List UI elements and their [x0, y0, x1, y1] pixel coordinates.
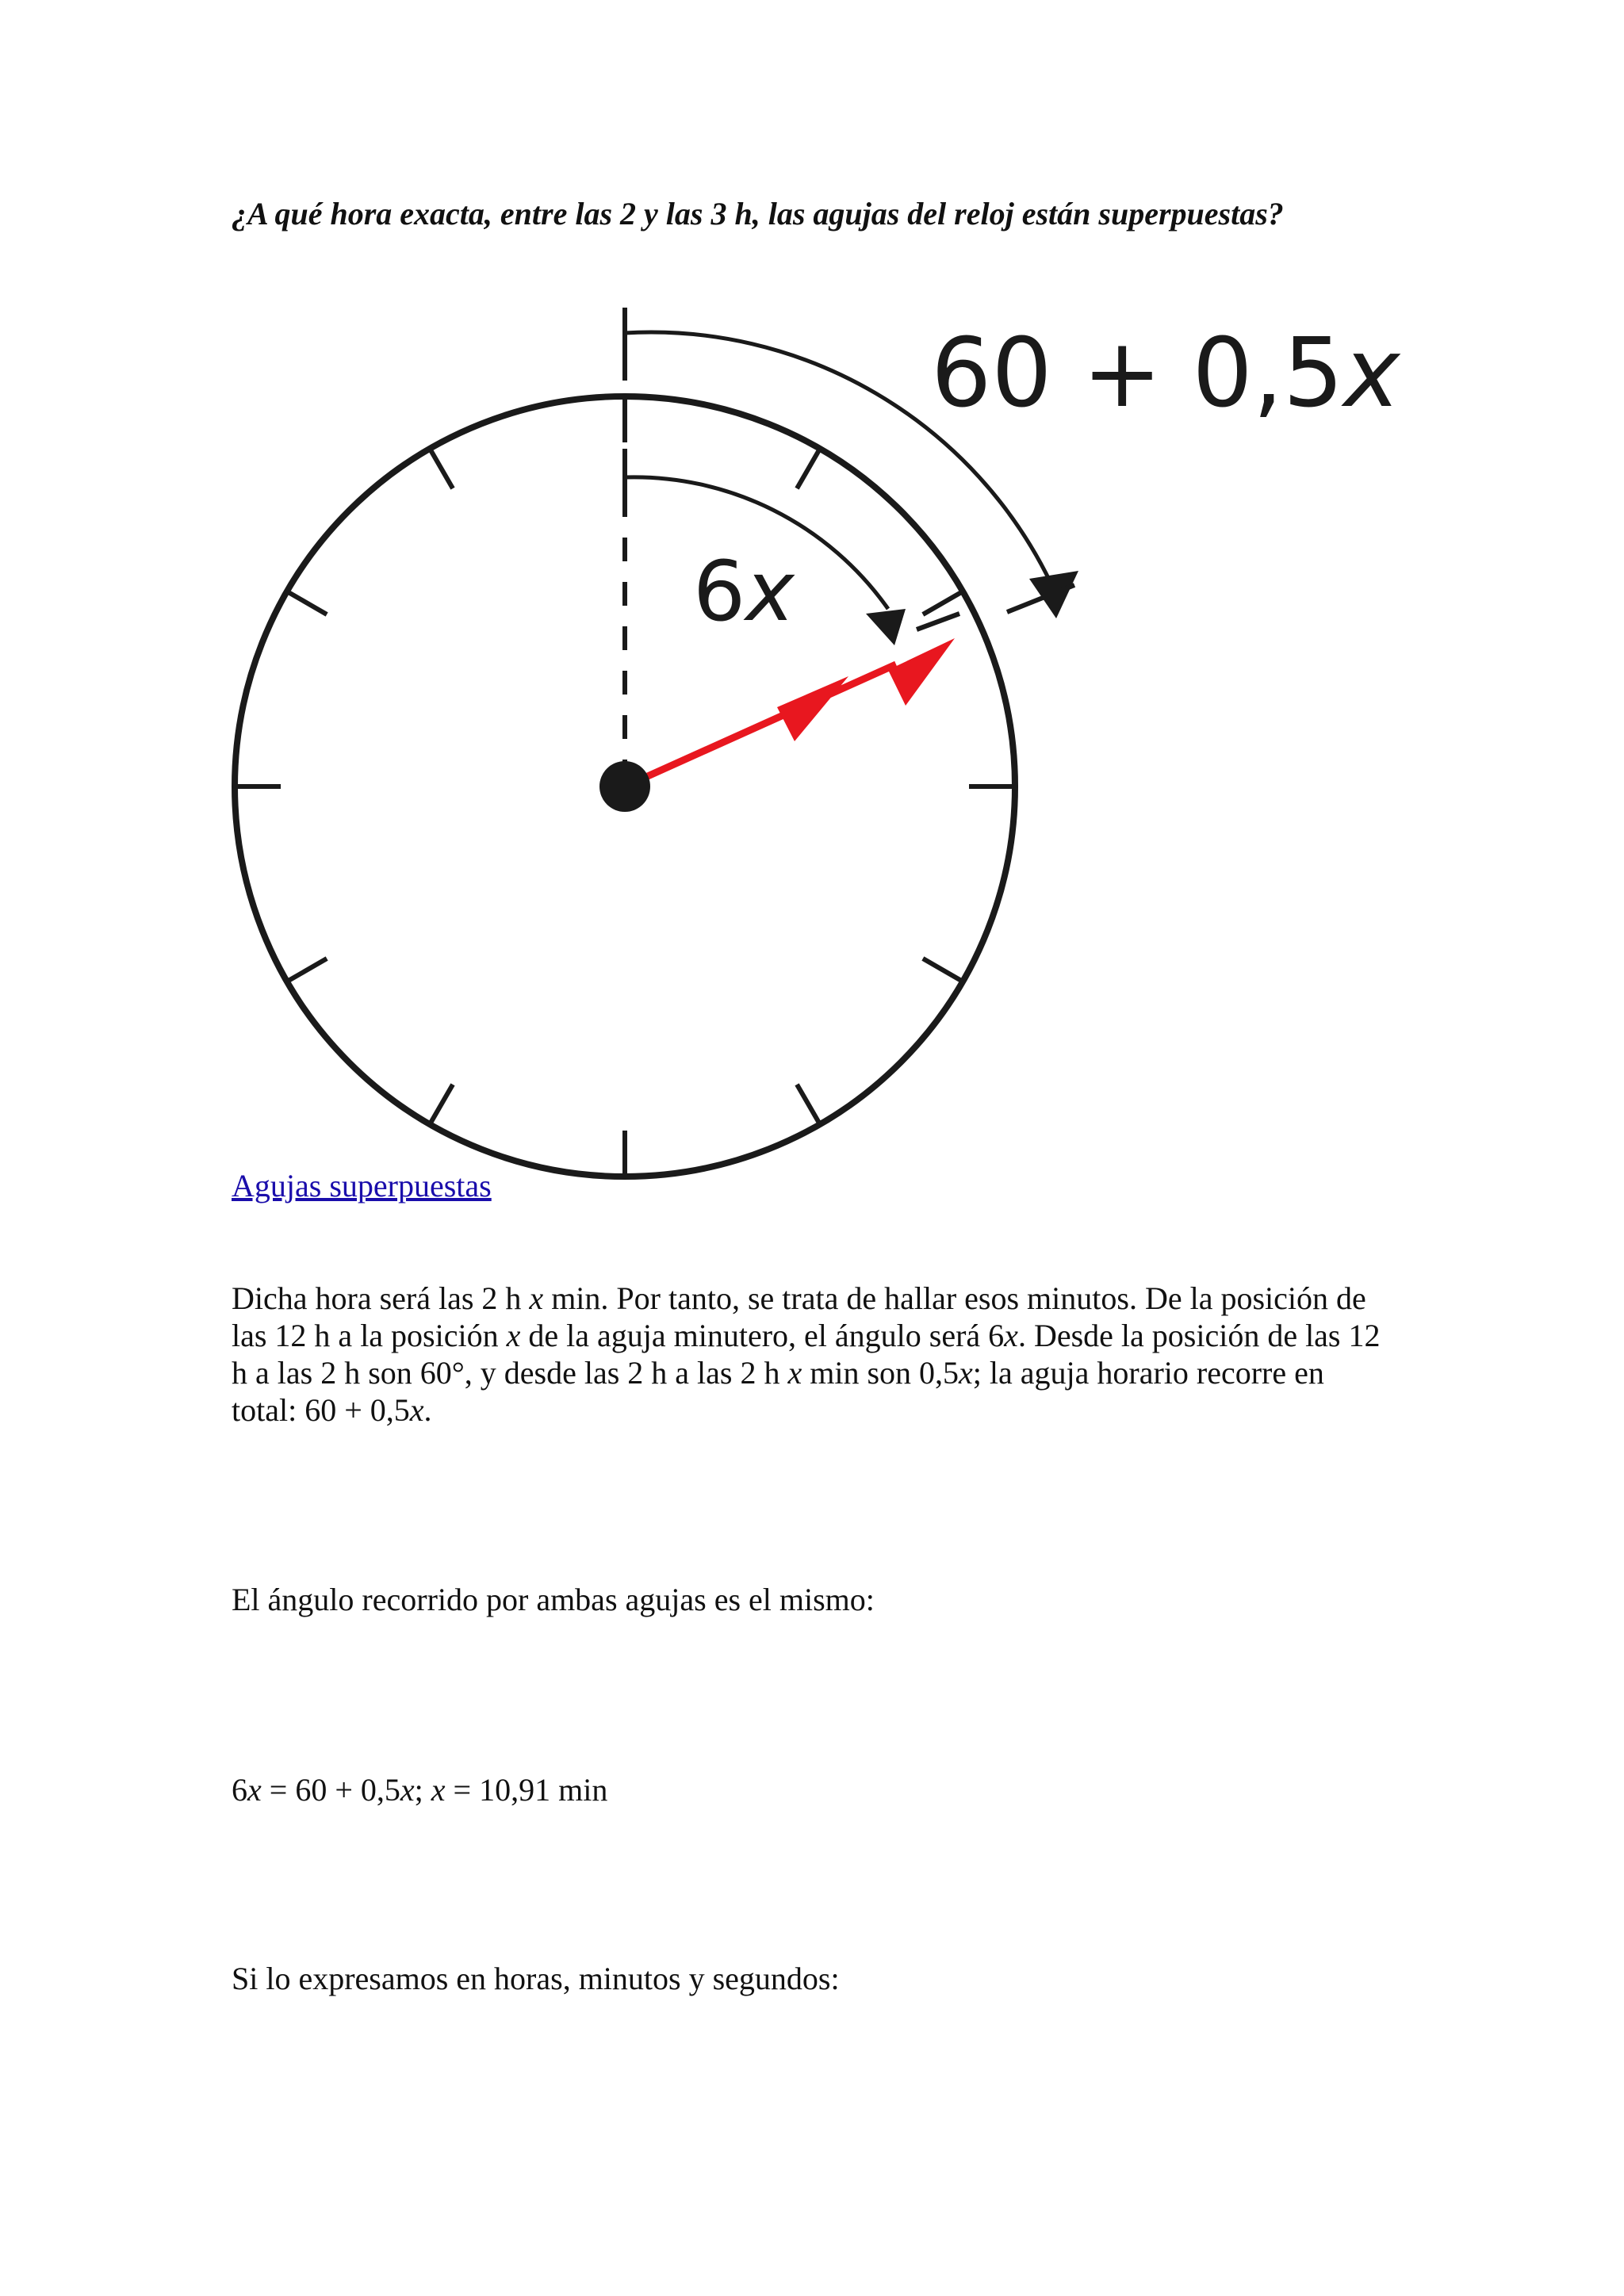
outer-angle-label: 60 + 0,5x — [931, 319, 1400, 429]
paragraph-equation: 6x = 60 + 0,5x; x = 10,91 min — [232, 1772, 608, 1808]
question-heading: ¿A qué hora exacta, entre las 2 y las 3 h, las agujas del reloj están superpuestas? — [232, 196, 1284, 232]
clock-diagram — [214, 293, 1400, 1173]
clock-figure — [214, 293, 1400, 1173]
paragraph-hms: Si lo expresamos en horas, minutos y segundos: — [232, 1961, 840, 1996]
clock-center-pivot — [599, 761, 650, 812]
inner-angle-label: 6x — [693, 543, 795, 640]
figure-caption-link[interactable]: Agujas superpuestas — [232, 1168, 492, 1203]
paragraph-same-angle: El ángulo recorrido por ambas agujas es el mismo: — [232, 1582, 875, 1617]
paragraph-explanation: Dicha hora será las 2 h x min. Por tanto, se trata de hallar esos minutos. De la posición de las 12 h a la posición x de la aguja minutero, el ángulo será 6x. Desde la posición de las 12 h a las 2 h son 60°, y desde las 2 h a las 2 h x min son 0,5x; la aguja horario recorre en total: 60 + 0,5x. — [232, 1280, 1381, 1428]
